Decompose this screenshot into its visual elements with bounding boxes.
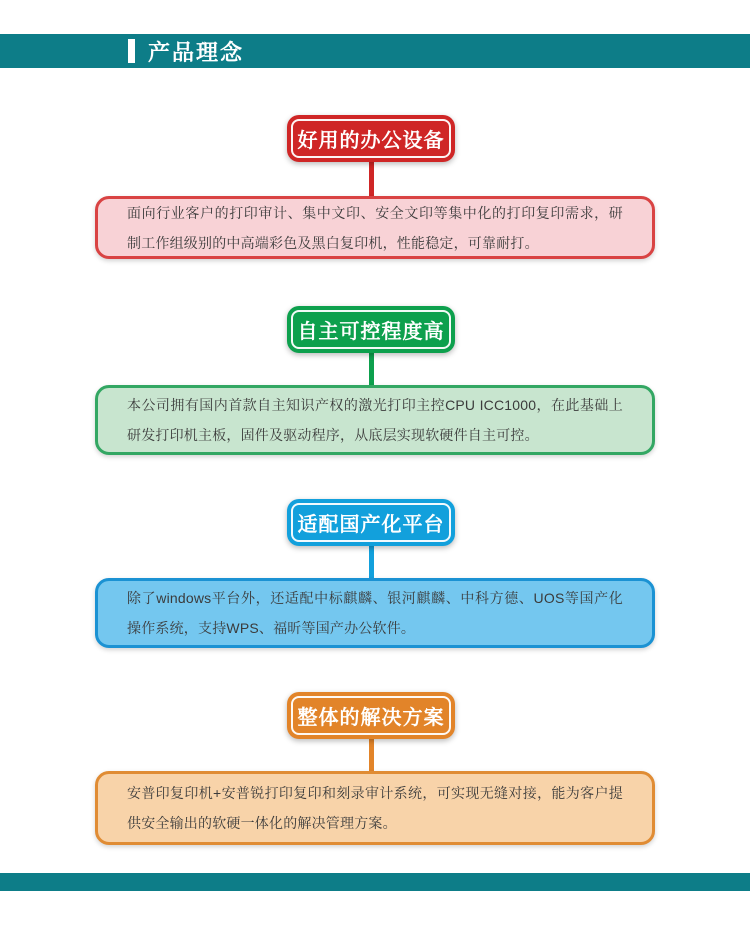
- concept-badge: [287, 692, 455, 739]
- badge-label: 好用的办公设备: [297, 130, 445, 152]
- footer-bar: [0, 873, 750, 891]
- description-text: 安普印复印机+安普锐打印复印和刻录审计系统，可实现无缝对接，能为客户提供安全输出的软硬一体化的解决管理方案。: [127, 785, 623, 831]
- connector-line: [369, 739, 374, 771]
- description-box: [95, 385, 655, 455]
- concept-badge: [287, 115, 455, 162]
- description-text: 面向行业客户的打印审计、集中文印、安全文印等集中化的打印复印需求，研制工作组级别的中高端彩色及黑白复印机，性能稳定，可靠耐打。: [127, 204, 623, 251]
- concept-badge: [287, 306, 455, 353]
- description-box: [95, 196, 655, 259]
- connector-line: [369, 546, 374, 578]
- description-box: [95, 578, 655, 648]
- header-bar: [0, 34, 750, 68]
- badge-label: 自主可控程度高: [297, 321, 445, 343]
- description-text: 本公司拥有国内首款自主知识产权的激光打印主控CPU ICC1000，在此基础上研发打印机主板，固件及驱动程序，从底层实现软硬件自主可控。: [127, 397, 623, 443]
- description-box: [95, 771, 655, 845]
- title-accent-bar: [128, 39, 135, 63]
- description-text: 除了windows平台外，还适配中标麒麟、银河麒麟、中科方德、UOS等国产化操作系统，支持WPS、福昕等国产办公软件。: [127, 590, 623, 636]
- page-title: 产品理念: [148, 39, 245, 65]
- concept-section-overall-solution: [95, 692, 655, 845]
- badge-label: 适配国产化平台: [297, 514, 445, 536]
- connector-line: [369, 353, 374, 385]
- concept-badge: [287, 499, 455, 546]
- badge-label: 整体的解决方案: [297, 707, 445, 729]
- concept-section-domestic-platform: [95, 499, 655, 648]
- concept-section-self-controllable: [95, 306, 655, 455]
- concept-section-office-equipment: [95, 115, 655, 259]
- connector-line: [369, 162, 374, 196]
